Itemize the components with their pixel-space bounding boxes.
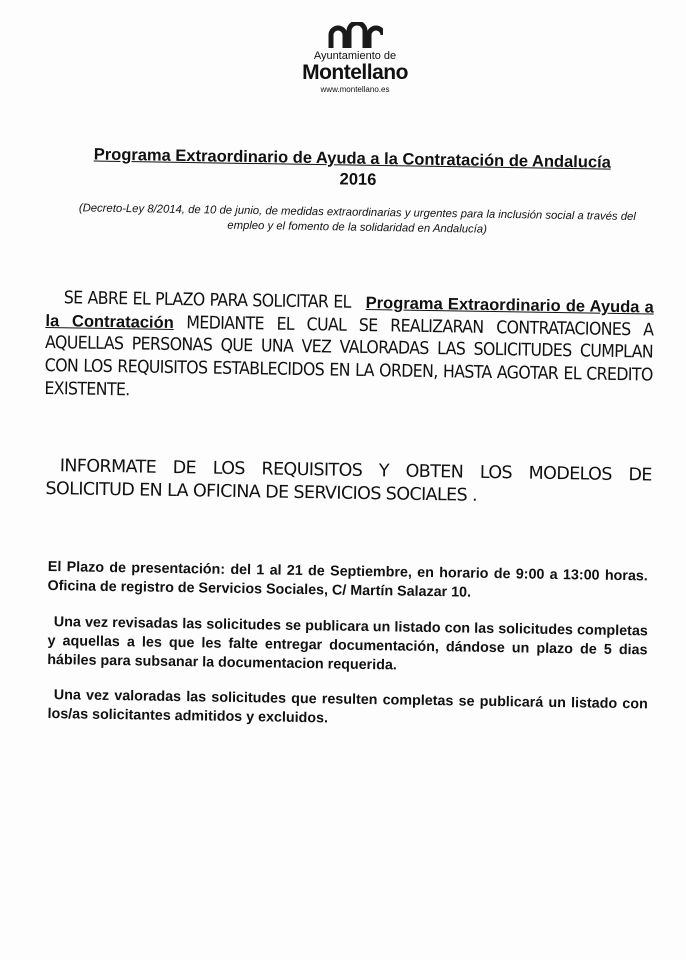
document-title: [59, 144, 645, 195]
info-paragraph: [45, 455, 652, 511]
detail-text-2: Una vez revisadas las solicitudes se publicara un listado con las solicitudes completas y aquellas a les que les falte entregar documentación, dándose un plazo de 5 dias hábiles para subsanar la documentacion requerida.: [47, 614, 648, 674]
municipality-logo: [275, 22, 435, 95]
logo-text-montellano: Montellano: [302, 61, 408, 84]
detail-text-1: El Plazo de presentación: del 1 al 21 de Septiembre, en horario de 9:00 a 13:00 horas. Oficina de registro de Servicios Sociales, C/ Martín Salazar 10.: [47, 558, 648, 601]
title-year: 2016: [339, 170, 377, 189]
montellano-arches-icon: [327, 22, 383, 48]
title-line-1: Programa Extraordinario de Ayuda a la Contratación de Andalucía: [93, 145, 611, 172]
submission-period-paragraph: [47, 558, 648, 605]
announcement-text-1: SE ABRE EL PLAZO PARA SOLICITAR EL: [63, 288, 351, 313]
announcement-program-name: Programa Extraordinario de Ayuda a la Contratación: [45, 294, 654, 332]
review-paragraph: [47, 613, 648, 679]
logo-website: www.montellano.es: [320, 85, 390, 94]
info-text: INFORMATE DE LOS REQUISITOS Y OBTEN LOS MODELOS DE SOLICITUD EN LA OFICINA DE SERVICIOS SOCIALES .: [45, 456, 652, 506]
announcement-text-2: MEDIANTE EL CUAL SE REALIZARAN CONTRATACIONES A AQUELLAS PERSONAS QUE UNA VEZ VALORADAS LAS SOLICITUDES CUMPLAN CON LOS REQUISITOS ESTABLECIDOS EN LA ORDEN, HASTA AGOTAR EL CREDITO EXISTENTE.: [44, 312, 654, 401]
detail-text-3: Una vez valoradas las solicitudes que resulten completas se publicará un listado con los/as solicitantes admitidos y excluidos.: [47, 687, 648, 727]
final-list-paragraph: [47, 686, 648, 733]
decree-reference: (Decreto-Ley 8/2014, de 10 de junio, de medidas extraordinarias y urgentes para la inclusión social a través del empleo y el fomento de la solidaridad en Andalucía): [78, 202, 636, 236]
announcement-paragraph: [44, 287, 654, 410]
logo-text-ayuntamiento: Ayuntamiento de: [313, 50, 397, 62]
